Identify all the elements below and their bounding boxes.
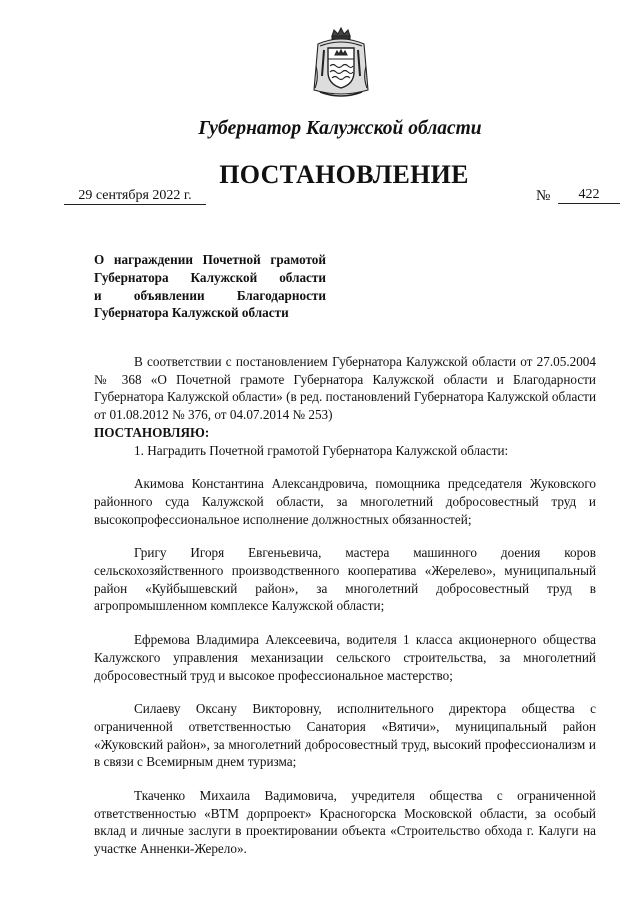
document-number: 422 [558, 187, 620, 204]
awardee-paragraph: Акимова Константина Александровича, помощника председателя Жуковского районного суда Калужской области, за многолетний добросовестный труд и высокопрофессиональное исполнение должностных обязанностей; [94, 476, 596, 527]
issuing-authority: Губернатор Калужской области [198, 118, 482, 139]
document-number-label: № [536, 188, 551, 204]
document-subject [94, 251, 326, 322]
subject-line: О награждении Почетной грамотой [94, 252, 326, 267]
document-date: 29 сентября 2022 г. [64, 188, 206, 205]
document-type: ПОСТАНОВЛЕНИЕ [219, 160, 469, 189]
awardee-paragraph: Силаеву Оксану Викторовну, исполнительного директора общества с ограниченной ответственностью Санатория «Вятичи», муниципальный район «Жуковский район», за многолетний добросовестный труд, высокий профессионализм и в связи с Всемирным днем туризма; [94, 701, 596, 770]
subject-line: Губернатора Калужской области [94, 305, 289, 321]
clause-1: 1. Наградить Почетной грамотой Губернатора Калужской области: [134, 442, 509, 458]
coat-of-arms-icon [310, 26, 372, 100]
awardee-paragraph: Ефремова Владимира Алексеевича, водителя 1 класса акционерного общества Калужского управления механизации сельского строительства, за многолетний добросовестный труд и высокое профессиональное мастерство; [94, 632, 596, 683]
document-body [94, 353, 596, 858]
subject-line: и объявлении Благодарности [94, 287, 326, 303]
awardee-paragraph: Ткаченко Михаила Вадимовича, учредителя общества с ограниченной ответственностью «ВТМ дорпроект» Красногорска Московской области, за особый вклад и личные заслуги в проектировании объекта «Строительство обхода г. Калуги на участке Анненки-Жерело». [94, 788, 596, 857]
decree-heading: ПОСТАНОВЛЯЮ: [94, 424, 210, 440]
awardee-paragraph: Григу Игоря Евгеньевича, мастера машинного доения коров сельскохозяйственного производственного кооператива «Жерелево», муниципальный район «Куйбышевский район», за многолетний добросовестный труд в агропромышленном комплексе Калужской области; [94, 545, 596, 614]
subject-line: Губернатора Калужской области [94, 269, 326, 285]
preamble-paragraph: В соответствии с постановлением Губернатора Калужской области от 27.05.2004 № 368 «О Почетной грамоте Губернатора Калужской области и Благодарности Губернатора Калужской области» (в ред. постановлений Губернатора Калужской области от 01.08.2012 № 376, от 04.07.2014 № 253) [94, 354, 596, 423]
